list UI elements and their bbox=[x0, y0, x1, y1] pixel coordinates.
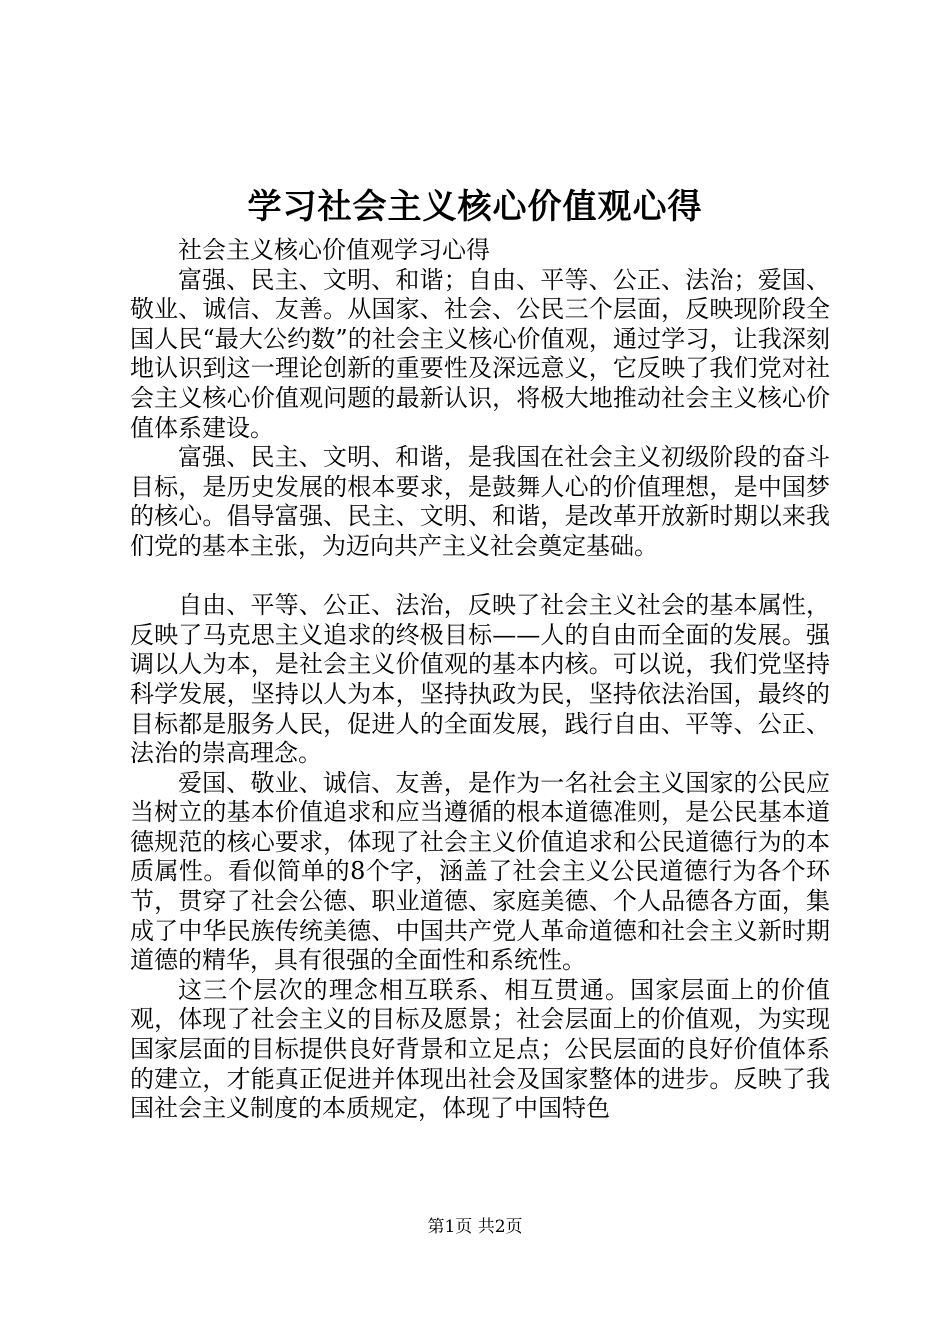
document-subtitle: 社会主义核心价值观学习心得 bbox=[178, 236, 490, 264]
paragraph-5: 这三个层次的理念相互联系、相互贯通。国家层面上的价值观，体现了社会主义的目标及愿景；社会层面上的价值观，为实现国家层面的目标提供良好背景和立足点；公民层面的良好价值体系的建立，才能真正促进并体现出社会及国家整体的进步。反映了我国社会主义制度的本质规定，体现了中国特色 bbox=[130, 975, 830, 1123]
paragraph-1: 富强、民主、文明、和谐；自由、平等、公正、法治；爱国、敬业、诚信、友善。从国家、社会、公民三个层面，反映现阶段全国人民“最大公约数”的社会主义核心价值观，通过学习，让我深刻地认识到这一理论创新的重要性及深远意义，它反映了我们党对社会主义核心价值观问题的最新认识，将极大地推动社会主义核心价值体系建设。 bbox=[130, 265, 830, 442]
paragraph-2: 富强、民主、文明、和谐，是我国在社会主义初级阶段的奋斗目标，是历史发展的根本要求，是鼓舞人心的价值理想，是中国梦的核心。倡导富强、民主、文明、和谐，是改革开放新时期以来我们党的基本主张，为迈向共产主义社会奠定基础。 bbox=[130, 443, 830, 560]
document-title: 学习社会主义核心价值观心得 bbox=[247, 187, 703, 227]
paragraph-3: 自由、平等、公正、法治，反映了社会主义社会的基本属性，反映了马克思主义追求的终极目标——人的自由而全面的发展。强调以人为本，是社会主义价值观的基本内核。可以说，我们党坚持科学发展，坚持以人为本，坚持执政为民，坚持依法治国，最终的目标都是服务人民，促进人的全面发展，践行自由、平等、公正、法治的崇高理念。 bbox=[130, 591, 830, 768]
page-number-footer: 第1页 共2页 bbox=[427, 1217, 523, 1237]
document-body bbox=[130, 236, 830, 1124]
paragraph-4: 爱国、敬业、诚信、友善，是作为一名社会主义国家的公民应当树立的基本价值追求和应当遵循的根本道德准则，是公民基本道德规范的核心要求，体现了社会主义价值追求和公民道德行为的本质属性。看似简单的8个字，涵盖了社会主义公民道德行为各个环节，贯穿了社会公德、职业道德、家庭美德、个人品德各方面，集成了中华民族传统美德、中国共产党人革命道德和社会主义新时期道德的精华，具有很强的全面性和系统性。 bbox=[130, 768, 830, 975]
